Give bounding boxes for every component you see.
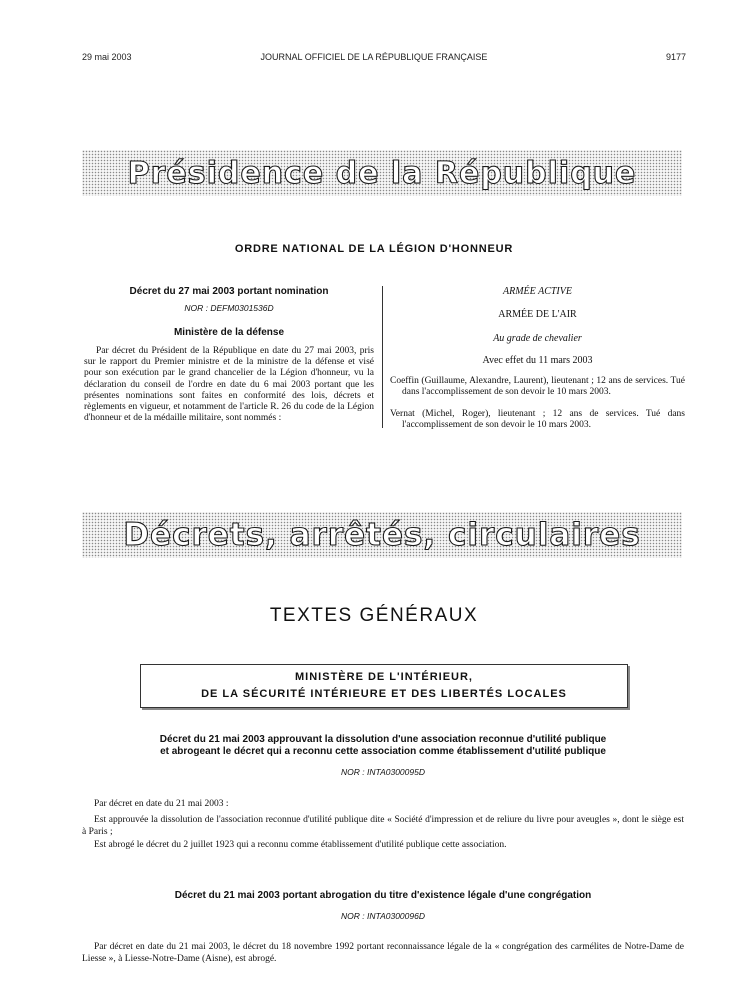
header-journal-title: JOURNAL OFFICIEL DE LA RÉPUBLIQUE FRANÇAISE [260, 52, 488, 62]
section-title-legion: ORDRE NATIONAL DE LA LÉGION D'HONNEUR [234, 243, 514, 255]
army-active-heading: ARMÉE ACTIVE [503, 286, 572, 297]
section-banner-title: Décrets, arrêtés, circulaires [123, 517, 641, 553]
decree-nor: NOR : INTA0300095D [341, 767, 425, 777]
section-banner-decrets [82, 512, 682, 558]
ministry-name-line1: MINISTÈRE DE L'INTÉRIEUR, [295, 671, 473, 683]
ministry-name-line2: DE LA SÉCURITÉ INTÉRIEURE ET DES LIBERTÉS LOCALES [201, 688, 567, 700]
ministry-heading: Ministère de la défense [173, 327, 285, 338]
decree-title: Décret du 27 mai 2003 portant nomination [129, 286, 329, 297]
decree-title: Décret du 21 mai 2003 approuvant la dissolution d'une association reconnue d'utilité publique [159, 734, 607, 745]
decree-paragraph: Par décret en date du 21 mai 2003 : [94, 799, 229, 809]
decree-title-continued: et abrogeant le décret qui a reconnu cette association comme établissement d'utilité publique [160, 746, 606, 757]
decree-body: Par décret du Président de la République en date du 27 mai 2003, pris sur le rapport du Premier ministre et de la ministre de la défense et visé pour son exécution par le grand chancelier de la Légion d'honneur, vu la déclaration du conseil de l'ordre en date du 6 mai 2003 portant que les présentes nominations sont faites en conformité des lois, décrets et règlements en vigueur, et notamment de l'article R. 26 du code de la Légion d'honneur et de la médaille militaire, sont nommés : [84, 346, 374, 424]
grade-heading: Au grade de chevalier [493, 333, 582, 344]
nominee-entry: Vernat (Michel, Roger), lieutenant ; 12 ans de services. Tué dans l'accomplissement de son devoir le 10 mars 2003. [390, 409, 685, 431]
header-date: 29 mai 2003 [82, 52, 132, 62]
decree-paragraph: Par décret en date du 21 mai 2003, le décret du 18 novembre 1992 portant reconnaissance légale de la « congrégation des carmélites de Notre-Dame de Liesse », à Liesse-Notre-Dame (Aisne), est abrogé. [82, 942, 684, 964]
section-subtitle: TEXTES GÉNÉRAUX [269, 605, 479, 626]
army-air-heading: ARMÉE DE L'AIR [498, 309, 577, 320]
decree-title: Décret du 21 mai 2003 portant abrogation du titre d'existence légale d'une congrégation [174, 890, 592, 901]
effect-date: Avec effet du 11 mars 2003 [482, 355, 593, 366]
decree-paragraph: Est approuvée la dissolution de l'association reconnue d'utilité publique dite « Société d'impression et de reliure du livre pour aveugles », dont le siège est à Paris ; [82, 815, 684, 837]
section-banner-title: Présidence de la République [127, 156, 637, 191]
ministry-box [140, 664, 628, 708]
nominee-entry: Coeffin (Guillaume, Alexandre, Laurent), lieutenant ; 12 ans de services. Tué dans l'accomplissement de son devoir le 10 mars 2003. [390, 376, 685, 398]
decree-nor: NOR : INTA0300096D [341, 911, 425, 921]
section-banner-presidence [82, 150, 682, 196]
decree-paragraph: Est abrogé le décret du 2 juillet 1923 qui a reconnu comme établissement d'utilité publique cette association. [94, 840, 507, 850]
column-divider [382, 286, 383, 428]
header-page-number: 9177 [665, 52, 686, 62]
decree-nor: NOR : DEFM0301536D [184, 303, 274, 313]
